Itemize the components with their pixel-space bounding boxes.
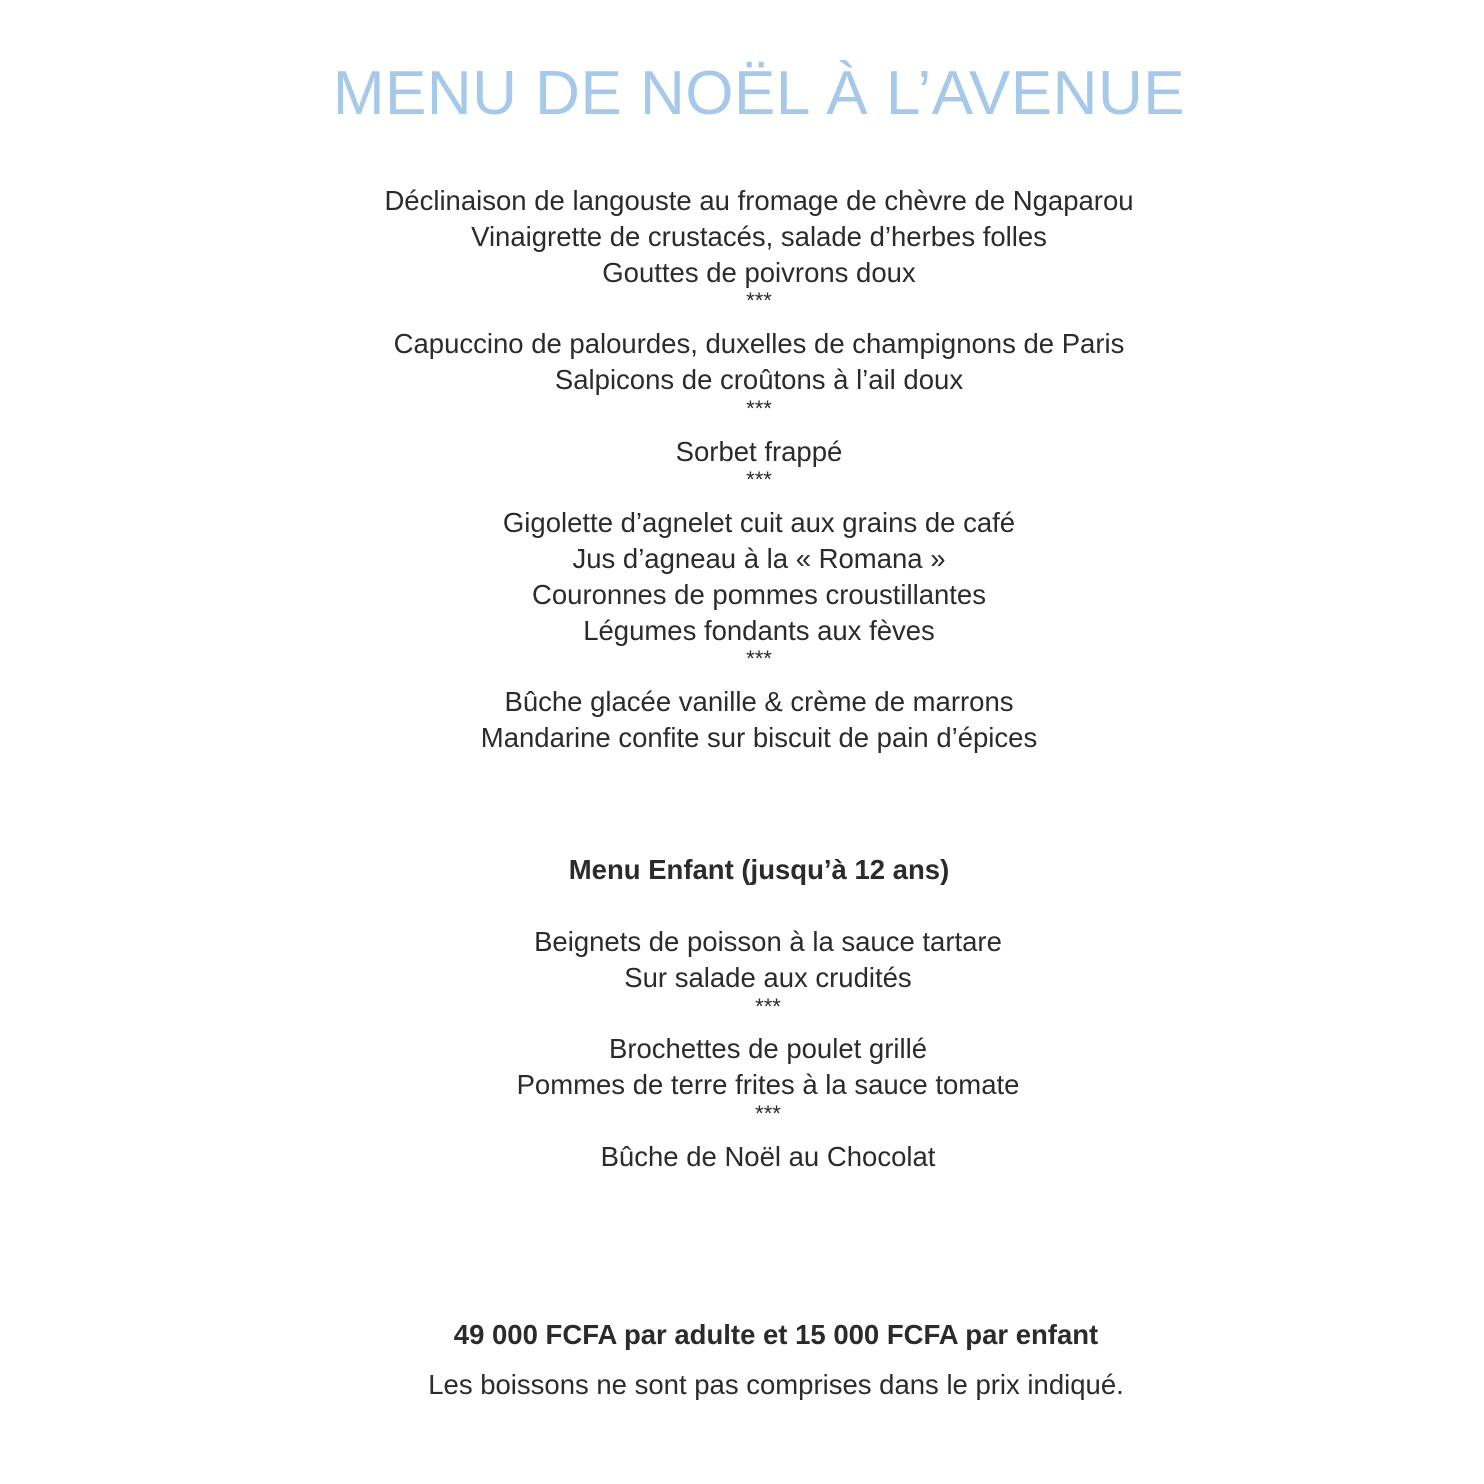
kids-menu-heading: Menu Enfant (jusqu’à 12 ans) (568, 854, 950, 885)
menu-line: Pommes de terre frites à la sauce tomate (516, 1069, 1020, 1101)
course-separator: *** (746, 646, 772, 672)
menu-line: Gouttes de poivrons doux (602, 256, 916, 288)
course-separator: *** (755, 1100, 781, 1126)
menu-line: Sur salade aux crudités (624, 961, 912, 993)
menu-line: Gigolette d’agnelet cuit aux grains de café (502, 507, 1016, 539)
menu-title: MENU DE NOËL À L’AVENUE (332, 59, 1186, 128)
drinks-note: Les boissons ne sont pas comprises dans le prix indiqué. (428, 1369, 1124, 1400)
adult-menu (0, 183, 1484, 756)
menu-line: Bûche glacée vanille & crème de marrons (504, 686, 1014, 718)
menu-line: Capuccino de palourdes, duxelles de champignons de Paris (393, 328, 1125, 360)
course-separator: *** (755, 993, 781, 1019)
course-separator: *** (746, 288, 772, 314)
menu-line: Beignets de poisson à la sauce tartare (534, 926, 1002, 957)
menu-line: Légumes fondants aux fèves (583, 614, 935, 646)
menu-line: Déclinaison de langouste au fromage de chèvre de Ngaparou (384, 185, 1134, 216)
course-separator: *** (746, 467, 772, 493)
menu-line: Jus d’agneau à la « Romana » (572, 542, 946, 574)
menu-line: Couronnes de pommes croustillantes (532, 578, 986, 610)
menu-line: Brochettes de poulet grillé (609, 1033, 927, 1065)
kids-menu-section (0, 852, 1484, 1175)
price-line: 49 000 FCFA par adulte et 15 000 FCFA par enfant (453, 1319, 1099, 1350)
menu-line: Mandarine confite sur biscuit de pain d’épices (480, 721, 1038, 753)
kids-menu (0, 924, 1484, 1175)
menu-line: Sorbet frappé (675, 435, 843, 467)
menu-line: Bûche de Noël au Chocolat (600, 1140, 936, 1172)
course-separator: *** (746, 395, 772, 421)
menu-line: Vinaigrette de crustacés, salade d’herbes folles (471, 220, 1047, 252)
pricing-section (0, 1317, 1484, 1403)
menu-line: Salpicons de croûtons à l’ail doux (554, 363, 964, 395)
